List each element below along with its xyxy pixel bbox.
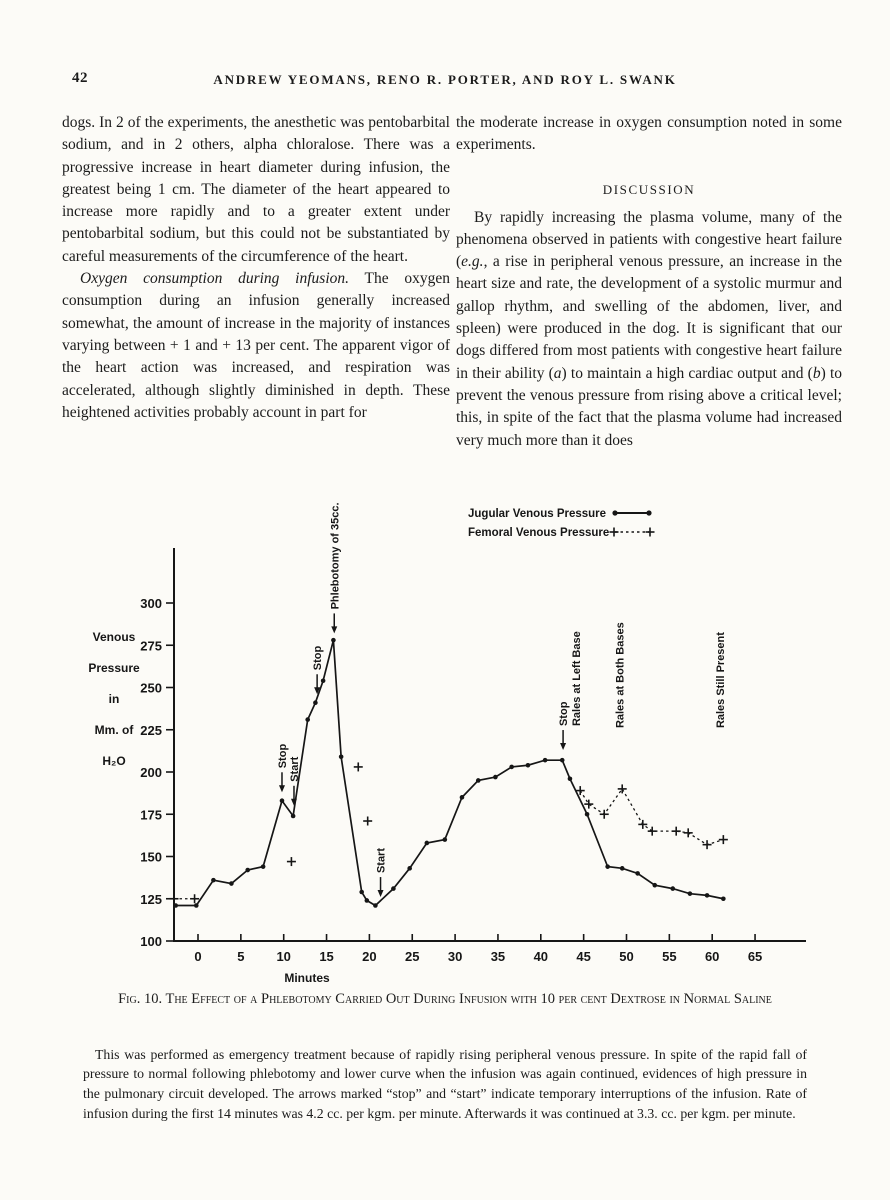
svg-text:225: 225 xyxy=(140,722,162,738)
chart-annotation: Start xyxy=(375,847,388,874)
page-number: 42 xyxy=(72,70,88,86)
section-heading-discussion: DISCUSSION xyxy=(602,181,696,197)
chart-annotation: Stop xyxy=(558,701,571,727)
y-axis-label: H₂O xyxy=(102,754,126,768)
y-axis-label: Pressure xyxy=(88,661,140,675)
body-paragraph: Oxygen consumption during infusion. The oxygen consumption during an infusion generally increased somewhat, the amount of increase in the majority of instances varying between + 1 and + 13 per cent. The apparent vigor of the heart action was increased, and respiration was accelerated, although slightly diminished in depth. These heightened activities probably account in part for xyxy=(62,270,450,421)
y-axis-label: Venous xyxy=(92,630,136,644)
svg-text:60: 60 xyxy=(704,949,720,964)
svg-text:250: 250 xyxy=(140,680,162,696)
chart-annotation: Stop xyxy=(276,743,289,769)
chart-axes xyxy=(88,548,806,985)
figure-caption-title: Fig. 10. The Effect of a Phlebotomy Carried Out During Infusion with 10 per cent Dextrose in Normal Saline xyxy=(118,991,772,1007)
svg-text:100: 100 xyxy=(140,934,162,949)
svg-text:175: 175 xyxy=(140,807,162,823)
svg-text:200: 200 xyxy=(140,765,162,780)
chart-annotation: Start xyxy=(288,756,301,782)
svg-text:25: 25 xyxy=(405,949,420,964)
y-axis-label: Mm. of xyxy=(94,723,134,737)
chart-annotation: Stop xyxy=(312,645,325,671)
x-axis-label: Minutes xyxy=(284,971,330,985)
svg-text:5: 5 xyxy=(237,949,245,964)
svg-text:0: 0 xyxy=(194,949,202,964)
chart-annotations xyxy=(277,502,727,897)
jugular-series xyxy=(173,638,725,908)
svg-text:55: 55 xyxy=(662,949,677,964)
svg-text:150: 150 xyxy=(140,849,162,865)
running-title: ANDREW YEOMANS, RENO R. PORTER, AND ROY L. SWANK xyxy=(213,72,677,87)
right-column xyxy=(456,112,842,452)
svg-text:300: 300 xyxy=(140,596,162,611)
svg-text:45: 45 xyxy=(576,949,591,964)
chart-annotation: Rales at Left Base xyxy=(571,631,584,727)
chart-annotation: Phlebotomy of 35cc. xyxy=(329,502,342,610)
figure-10-chart xyxy=(60,490,810,988)
svg-text:15: 15 xyxy=(319,949,334,964)
legend-label-jugular: Jugular Venous Pressure xyxy=(468,508,607,520)
svg-text:10: 10 xyxy=(276,949,291,964)
body-paragraph: By rapidly increasing the plasma volume, many of the phenomena observed in patients with congestive heart failure (e.g., a rise in peripheral venous pressure, an increase in the heart size and rate, the development of a systolic murmur and gallop rhythm, and swelling of the abdomen, liver, and spleen) were produced in the dog. It is significant that our dogs differed from most patients with congestive heart failure in their ability (a) to maintain a high cardiac output and (b) to prevent the venous pressure from rising above a critical level; this, in spite of the fact that the plasma volume had increased very much more than it does xyxy=(456,208,843,449)
legend-label-femoral: Femoral Venous Pressure xyxy=(468,527,610,539)
svg-text:20: 20 xyxy=(362,949,377,964)
svg-text:35: 35 xyxy=(490,949,506,964)
svg-text:275: 275 xyxy=(140,638,162,654)
chart-annotation: Rales at Both Bases xyxy=(614,622,627,729)
body-paragraph: the moderate increase in oxygen consumption noted in some experiments. xyxy=(456,114,842,154)
figure-caption-body: This was performed as emergency treatment because of rapidly rising peripheral venous pressure. In spite of the rapid fall of pressure to normal following phlebotomy and lower curve when the infusion was again continued, evidences of high pressure in the pulmonary circuit developed. The arrows marked “stop” and “start” indicate temporary interruptions of the infusion. Rate of infusion during the first 14 minutes was 4.2 cc. per kgm. per minute. Afterwards it was continued at 3.3. cc. per kgm. per minute. xyxy=(83,1046,807,1121)
svg-text:65: 65 xyxy=(747,949,763,964)
jugular-line xyxy=(176,640,724,905)
femoral-line xyxy=(580,789,723,845)
svg-text:30: 30 xyxy=(447,949,463,964)
chart-legend xyxy=(468,508,655,539)
y-axis-label: in xyxy=(108,692,120,706)
svg-text:50: 50 xyxy=(619,949,634,964)
body-paragraph: dogs. In 2 of the experiments, the anesthetic was pentobarbital sodium, and in 2 others, alpha chloralose. There was a progressive increase in heart diameter during infusion, the greatest being 1 cm. The diameter of the heart appeared to increase more rapidly and to a greater extent under pentobarbital sodium, but this could not be substantiated by careful measurements of the circumference of the heart. xyxy=(62,114,450,265)
femoral-series xyxy=(170,762,728,903)
svg-text:40: 40 xyxy=(533,949,549,964)
chart-annotation: Rales Still Present xyxy=(714,632,727,729)
left-column xyxy=(62,112,450,424)
svg-text:125: 125 xyxy=(140,891,162,907)
